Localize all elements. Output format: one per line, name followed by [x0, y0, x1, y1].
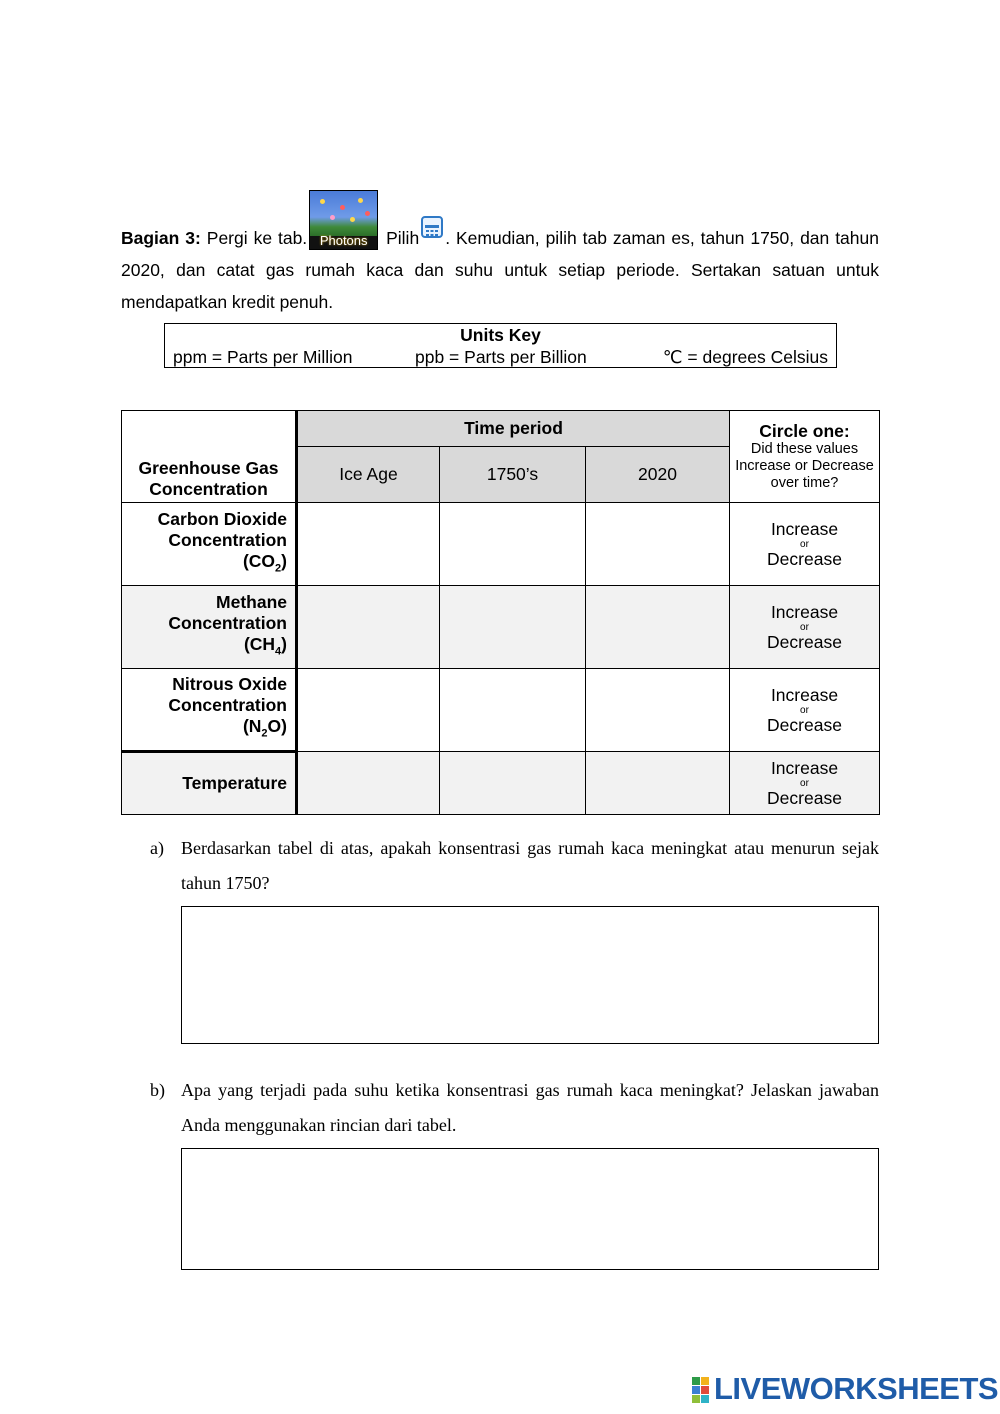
formula-subscript: 2 [275, 562, 282, 575]
formula-part: (N [242, 716, 262, 737]
co2-2020-cell[interactable] [586, 503, 730, 586]
period-2020: 2020 [586, 447, 730, 503]
row-label-ch4 [122, 586, 297, 669]
ch4-circle-choice[interactable] [730, 586, 880, 669]
formula-part: (CH [243, 633, 276, 654]
intro-part-3: . Kemudian, pilih tab zaman es, tahun 1750, dan tahun 2020, dan catat gas rumah kaca dan suhu untuk setiap periode. Sertakan satuan untuk mendapatkan kredit penuh. [121, 228, 879, 312]
photons-tab-icon [309, 190, 378, 250]
row-label-line: Concentration [168, 612, 287, 633]
row-label-formula [122, 716, 287, 745]
circle-one-header [730, 411, 880, 503]
choice-decrease[interactable]: Decrease [767, 714, 842, 735]
units-celsius: ℃ = degrees Celsius [662, 347, 828, 367]
row-label-line: Nitrous Oxide [172, 674, 287, 695]
choice-decrease[interactable]: Decrease [767, 548, 842, 569]
units-ppm: ppm = Parts per Million [173, 347, 353, 367]
greenhouse-gas-table [121, 410, 880, 815]
row-label-temperature: Temperature [122, 752, 297, 815]
row-label-n2o [122, 669, 297, 752]
choice-decrease[interactable]: Decrease [767, 787, 842, 808]
row-label-formula [122, 551, 287, 580]
circle-one-subtitle: Did these values Increase or Decrease over time? [735, 441, 874, 491]
row-label-line: Concentration [168, 529, 287, 550]
temperature-ice-age-cell[interactable] [297, 752, 440, 815]
liveworksheets-logo-icon [692, 1376, 710, 1402]
formula-part: ) [281, 550, 287, 571]
ch4-ice-age-cell[interactable] [297, 586, 440, 669]
temperature-2020-cell[interactable] [586, 752, 730, 815]
n2o-circle-choice[interactable] [730, 669, 880, 752]
choice-or: or [800, 777, 809, 789]
units-key-title: Units Key [460, 325, 541, 345]
question-b-label: b) [150, 1080, 165, 1100]
circle-one-title: Circle one: [759, 421, 850, 441]
temperature-1750s-cell[interactable] [440, 752, 586, 815]
question-b [150, 1073, 879, 1143]
row-label-line: Carbon Dioxide [157, 508, 287, 529]
ch4-2020-cell[interactable] [586, 586, 730, 669]
section-label: Bagian 3: [121, 228, 201, 248]
row-label-co2 [122, 503, 297, 586]
choice-decrease[interactable]: Decrease [767, 631, 842, 652]
choice-or: or [800, 621, 809, 633]
table-row [122, 503, 880, 586]
ch4-1750s-cell[interactable] [440, 586, 586, 669]
table-row [122, 752, 880, 815]
units-key-box [164, 323, 837, 368]
choice-increase[interactable]: Increase [770, 757, 839, 778]
row-label-line: Concentration [168, 695, 287, 716]
intro-part-2: Pilih [386, 228, 420, 248]
n2o-ice-age-cell[interactable] [297, 669, 440, 752]
choice-increase[interactable]: Increase [770, 518, 839, 539]
co2-ice-age-cell[interactable] [297, 503, 440, 586]
choice-or: or [800, 704, 809, 716]
choice-increase[interactable]: Increase [770, 684, 839, 705]
corner-header: Greenhouse Gas Concentration [122, 411, 297, 503]
formula-subscript: 2 [261, 727, 268, 740]
table-row [122, 586, 880, 669]
row-label-formula [122, 634, 287, 663]
liveworksheets-wordmark: LIVEWORKSHEETS [714, 1371, 999, 1406]
formula-part: O) [267, 716, 287, 737]
question-b-text: Apa yang terjadi pada suhu ketika konsentrasi gas rumah kaca meningkat? Jelaskan jawaban Anda menggunakan rincian dari tabel. [181, 1080, 879, 1135]
formula-subscript: 4 [275, 645, 282, 658]
co2-1750s-cell[interactable] [440, 503, 586, 586]
time-period-header: Time period [297, 411, 730, 447]
n2o-1750s-cell[interactable] [440, 669, 586, 752]
intro-paragraph [121, 190, 879, 318]
liveworksheets-logo [692, 1372, 998, 1406]
choice-or: or [800, 538, 809, 550]
formula-part: ) [281, 633, 287, 654]
units-ppb: ppb = Parts per Billion [415, 347, 587, 367]
question-a-text: Berdasarkan tabel di atas, apakah konsentrasi gas rumah kaca meningkat atau menurun sejak tahun 1750? [181, 838, 879, 893]
period-1750s: 1750’s [440, 447, 586, 503]
answer-b-box[interactable] [181, 1148, 879, 1270]
co2-circle-choice[interactable] [730, 503, 880, 586]
photons-tab-label: Photons [319, 233, 368, 248]
period-ice-age: Ice Age [297, 447, 440, 503]
intro-part-1: Pergi ke tab. [206, 228, 308, 248]
calendar-icon [421, 216, 443, 238]
formula-part: (CO [242, 550, 276, 571]
table-row [122, 669, 880, 752]
question-a-label: a) [150, 838, 164, 858]
temperature-circle-choice[interactable] [730, 752, 880, 815]
row-label-line: Methane [216, 591, 287, 612]
answer-a-box[interactable] [181, 906, 879, 1044]
choice-increase[interactable]: Increase [770, 601, 839, 622]
question-a [150, 831, 879, 901]
n2o-2020-cell[interactable] [586, 669, 730, 752]
